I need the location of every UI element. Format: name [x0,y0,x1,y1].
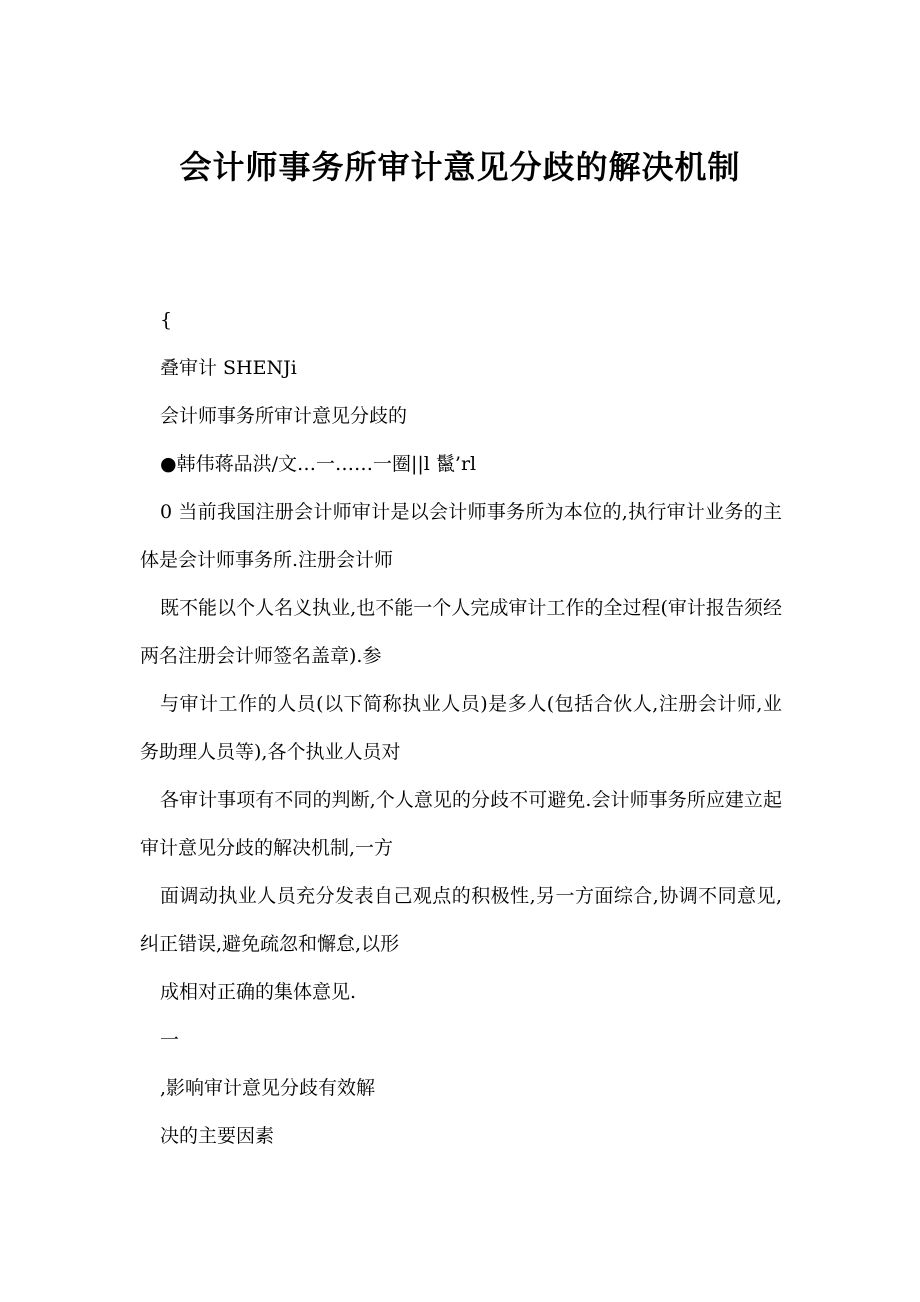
paragraph-subtitle: 会计师事务所审计意见分歧的 [160,405,408,427]
paragraph-section-number: 一 [160,1029,180,1051]
paragraph-body-5: 面调动执业人员充分发表自己观点的积极性,另一方面综合,协调不同意见,纠正错误,避免疏忽和懈怠,以形 [140,885,782,955]
paragraph-section-heading-2: 决的主要因素 [160,1125,275,1147]
paragraph-section-tag: 叠审计 SHENJi [160,357,297,379]
paragraph-authors: ●韩伟蒋品洪/文…一……一圈||l 鬣’rl [160,453,477,475]
document-body [140,296,782,1160]
document-title: 会计师事务所审计意见分歧的解决机制 [179,148,741,186]
paragraph-brace: { [160,309,173,331]
paragraph-body-6: 成相对正确的集体意见. [160,981,357,1003]
paragraph-body-4: 各审计事项有不同的判断,个人意见的分歧不可避免.会计师事务所应建立起审计意见分歧的解决机制,一方 [140,789,782,859]
paragraph-body-2: 既不能以个人名义执业,也不能一个人完成审计工作的全过程(审计报告须经两名注册会计师签名盖章).参 [140,597,782,667]
paragraph-body-3: 与审计工作的人员(以下简称执业人员)是多人(包括合伙人,注册会计师,业务助理人员等),各个执业人员对 [140,693,782,763]
paragraph-section-heading-1: ,影响审计意见分歧有效解 [160,1077,376,1099]
paragraph-body-1: 0 当前我国注册会计师审计是以会计师事务所为本位的,执行审计业务的主体是会计师事务所.注册会计师 [140,501,782,571]
